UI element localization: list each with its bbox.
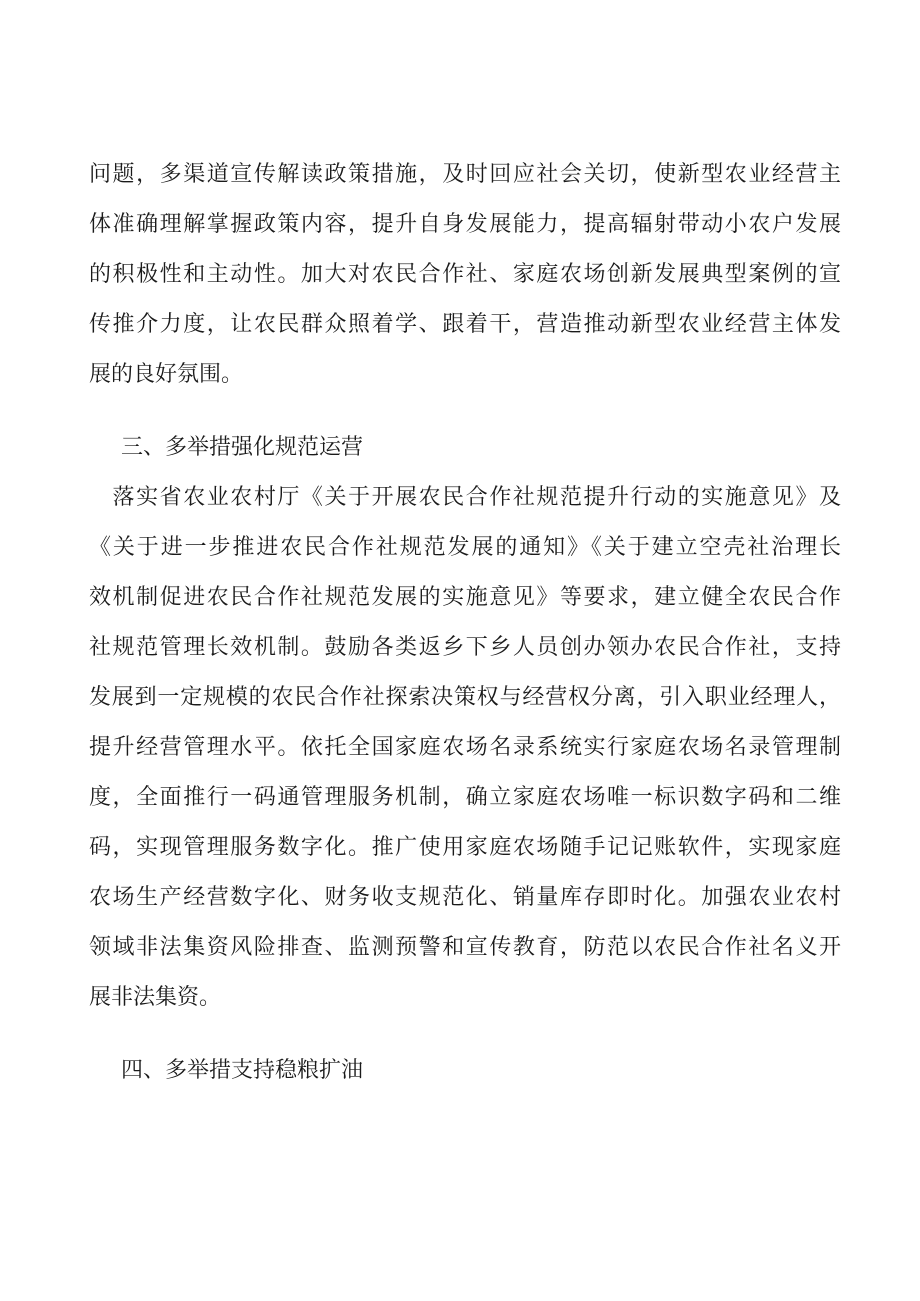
text-line: 提升经营管理水平。依托全国家庭农场名录系统实行家庭农场名录管理制 (89, 735, 841, 760)
text-line: 农场生产经营数字化、财务收支规范化、销量库存即时化。加强农业农村 (89, 885, 841, 910)
spacer (89, 400, 841, 423)
text-line: 社规范管理长效机制。鼓励各类返乡下乡人员创办领办农民合作社，支持 (89, 635, 841, 660)
text-line: 度，全面推行一码通管理服务机制，确立家庭农场唯一标识数字码和二维 (89, 785, 841, 810)
text-line: 体准确理解掌握政策内容，提升自身发展能力，提高辐射带动小农户发展 (89, 212, 841, 237)
section-3-paragraph (89, 473, 841, 1023)
text-line: 落实省农业农村厅《关于开展农民合作社规范提升行动的实施意见》及 (89, 485, 841, 510)
text-line: 码，实现管理服务数字化。推广使用家庭农场随手记记账软件，实现家庭 (89, 835, 841, 860)
paragraph-continued (89, 150, 841, 400)
document-body (89, 150, 841, 1096)
text-line: 效机制促进农民合作社规范发展的实施意见》等要求，建立健全农民合作 (89, 585, 841, 610)
text-line: 问题，多渠道宣传解读政策措施，及时回应社会关切，使新型农业经营主 (89, 162, 841, 187)
text-line: 《关于进一步推进农民合作社规范发展的通知》《关于建立空壳社治理长 (89, 535, 841, 560)
text-line: 领域非法集资风险排查、监测预警和宣传教育，防范以农民合作社名义开 (89, 935, 841, 960)
text-line: 传推介力度，让农民群众照着学、跟着干，营造推动新型农业经营主体发 (89, 312, 841, 337)
text-line: 展非法集资。 (89, 985, 222, 1010)
spacer (89, 1023, 841, 1046)
text-line: 的积极性和主动性。加大对农民合作社、家庭农场创新发展典型案例的宣 (89, 262, 841, 287)
section-heading-3: 三、多举措强化规范运营 (121, 435, 364, 460)
section-heading-4: 四、多举措支持稳粮扩油 (121, 1058, 364, 1083)
text-line: 发展到一定规模的农民合作社探索决策权与经营权分离，引入职业经理人， (89, 685, 841, 710)
text-line: 展的良好氛围。 (89, 362, 244, 387)
